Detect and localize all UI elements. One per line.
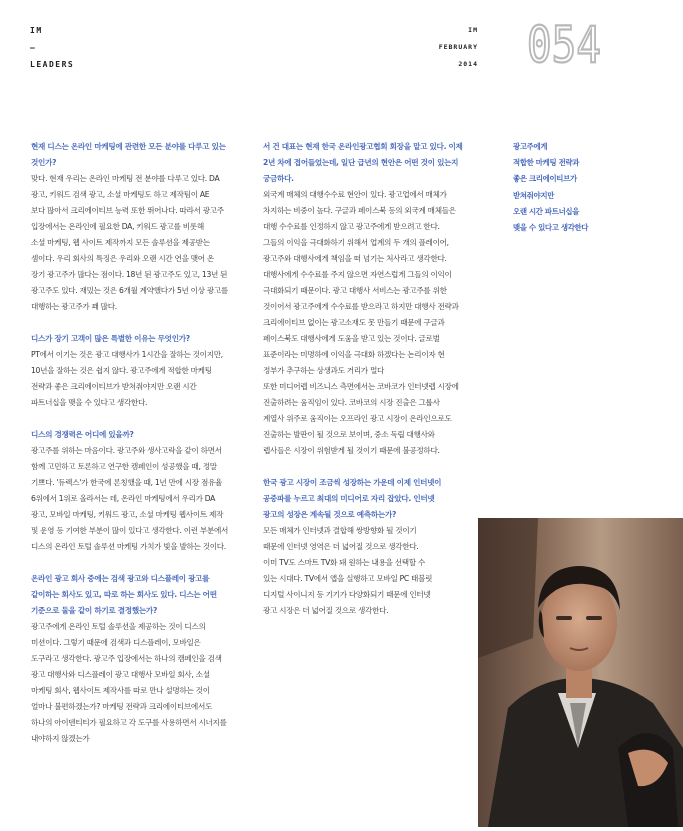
text-line: 광고, 키워드 검색 광고, 소셜 마케팅도 하고 제작팀이 AE — [31, 190, 210, 199]
text-line: 6위에서 1위로 올라서는 데, 온라인 마케팅에서 우리가 DA — [31, 494, 216, 503]
text-line: 하나의 아이덴티티가 필요하고 각 도구를 사용하면서 시너지를 — [31, 718, 227, 727]
text-line: 페이스북도 대행사에게 도움을 받고 있는 것이다. 글로벌 — [263, 334, 440, 343]
text-line: 외국계 매체의 대행수수료 현안이 있다. 광고업에서 매체가 — [263, 190, 447, 199]
issue-year: 2014 — [458, 60, 478, 68]
page-number-text: 054 — [527, 16, 601, 74]
interview-question — [263, 139, 483, 187]
text-line: 파트너십을 맺을 수 있다고 생각한다. — [31, 398, 148, 407]
text-line: 도구라고 생각한다. 광고주 입장에서는 하나의 캠페인을 검색 — [31, 654, 222, 663]
text-line: 10년을 잘하는 것은 쉽지 않다. 광고주에게 적합한 마케팅 — [31, 366, 212, 375]
section-name: LEADERS — [30, 60, 75, 69]
text-line: 같이하는 회사도 있고, 따로 하는 회사도 있다. 디스는 어떤 — [31, 590, 217, 599]
text-line: 장기 광고주가 많다는 점이다. 18년 된 광고주도 있고, 13년 된 — [31, 270, 228, 279]
text-line: 전략과 좋은 크리에이티브가 받쳐줘야지만 오랜 시간 — [31, 382, 197, 391]
text-line: 대행하는 광고주가 꽤 많다. — [31, 302, 117, 311]
interview-question — [263, 475, 483, 523]
text-line: 차지하는 비중이 높다. 구글과 페이스북 등의 외국계 매체들은 — [263, 206, 456, 215]
pull-quote-line: 맺을 수 있다고 생각한다 — [513, 223, 589, 233]
text-line: 광고의 성장은 계속될 것으로 예측하는가? — [263, 510, 397, 519]
issue-magazine: IM — [468, 26, 478, 34]
text-line: 광고주와 대행사에게 책임을 떠 넘기는 처사라고 생각한다. — [263, 254, 447, 263]
page-number — [527, 16, 603, 74]
text-line: 대행 수수료를 인정하지 않고 광고주에게 받으려고 한다. — [263, 222, 440, 231]
text-line: 2년 차에 접어들었는데, 일단 급년의 현안은 어떤 것이 있는지 — [263, 158, 459, 167]
issue-month: FEBRUARY — [438, 43, 478, 51]
text-line: 때문에 인터넷 영역은 더 넓어질 것으로 생각한다. — [263, 542, 419, 551]
text-line: 광고주도 있다. 재밌는 것은 6개월 계약했다가 5년 이상 광고를 — [31, 286, 228, 295]
text-line: 것인가? — [31, 158, 57, 167]
paragraph-gap — [31, 411, 253, 427]
text-line: 디스의 온라인 토털 솔루션 마케팅 가치가 빛을 발하는 것이다. — [31, 542, 226, 551]
text-line: 이미 TV도 스마트 TV화 돼 원하는 내용을 선택할 수 — [263, 558, 426, 567]
text-line: 입장에서는 온라인에 필요한 DA, 키워드 광고를 비롯해 — [31, 222, 204, 231]
text-line: 진출하려는 움직임이 있다. 코바코의 시장 진출은 그룹사 — [263, 398, 440, 407]
interview-answer — [263, 523, 483, 619]
text-line: 진출하는 발판이 될 것으로 보이며, 중소 독립 대행사와 — [263, 430, 435, 439]
article-column-2 — [263, 139, 483, 619]
text-line: 광고 시장은 더 넓어질 것으로 생각한다. — [263, 606, 389, 615]
page-number-graphic — [527, 16, 603, 74]
text-line: 광고주에게 온라인 토털 솔루션을 제공하는 것이 디스의 — [31, 622, 206, 631]
text-line: 정부가 추구하는 상생과도 거리가 멀다 — [263, 366, 385, 375]
text-line: 보다 많아서 크리에이티브 능력 또한 뛰어나다. 따라서 광고주 — [31, 206, 224, 215]
paragraph-gap — [263, 459, 483, 475]
text-line: 그들의 이익을 극대화하기 위해서 업계의 두 개의 플레이어, — [263, 238, 449, 247]
pull-quote-line: 광고주에게 — [513, 142, 548, 151]
text-line: 디스가 장기 고객이 많은 특별한 이유는 무엇인가? — [31, 334, 190, 343]
issue-info — [430, 22, 478, 73]
text-line: 광고주를 위하는 마음이다. 광고주와 생사고락을 같이 하면서 — [31, 446, 222, 455]
pull-quote — [513, 139, 633, 236]
text-line: 현재 디스는 온라인 마케팅에 관련한 모든 분야를 다루고 있는 — [31, 142, 226, 151]
text-line: 마케팅 회사, 웹사이트 제작사를 따로 만나 설명하는 것이 — [31, 686, 210, 695]
pull-quote-line: 오랜 시간 파트너십을 — [513, 206, 580, 216]
interview-answer — [31, 619, 253, 747]
text-line: 한국 광고 시장이 조금씩 성장하는 가운데 이제 인터넷이 — [263, 478, 442, 487]
text-line: 셈이다. 우리 회사의 특징은 우리와 오랜 시간 연을 맺어 온 — [31, 254, 214, 263]
text-line: 또한 미디어렙 비즈니스 측면에서는 코바코가 인터넷렙 시장에 — [263, 382, 459, 391]
text-line: 기쁘다. '듀렉스'가 한국에 론칭했을 때, 1년 만에 시장 점유율 — [31, 478, 223, 487]
masthead-dash: – — [30, 43, 37, 52]
text-line: 표준이라는 미명하에 이익을 극대화 하겠다는 논리이자 현 — [263, 350, 445, 359]
pull-quote-line: 받쳐줘야지만 — [513, 190, 555, 200]
interview-question — [31, 331, 253, 347]
pull-quote-line: 적합한 마케팅 전략과 — [513, 158, 580, 168]
masthead — [30, 22, 74, 73]
interview-answer — [263, 187, 483, 459]
text-line: 렙사들은 시장이 위험받게 될 것이기 때문에 불공정하다. — [263, 446, 440, 455]
text-line: 있는 시대다. TV에서 앱을 실행하고 모바일 PC 태블릿 — [263, 574, 433, 583]
text-line: 극대화되기 때문이다. 광고 대행사 서비스는 광고주를 위한 — [263, 286, 447, 295]
interview-question — [31, 139, 253, 171]
interview-answer — [31, 171, 253, 315]
magazine-name: IM — [30, 26, 43, 35]
text-line: 궁금하다. — [263, 174, 294, 183]
article-column-1 — [31, 139, 253, 747]
interview-question — [31, 571, 253, 619]
text-line: 계열사 위주로 움직이는 오프라인 광고 시장이 온라인으로도 — [263, 414, 452, 423]
interview-answer — [31, 347, 253, 411]
interviewee-photo — [478, 518, 683, 827]
portrait-image — [478, 518, 683, 827]
text-line: 함께 고민하고 토론하고 연구한 캠페인이 성공했을 때, 정말 — [31, 462, 217, 471]
text-line: 온라인 광고 회사 중에는 검색 광고와 디스플레이 광고를 — [31, 574, 210, 583]
text-line: 얼마나 불편하겠는가? 마케팅 전략과 크리에이티브에서도 — [31, 702, 213, 711]
text-line: 대행사에게 수수료를 주지 않으면 자연스럽게 그들의 이익이 — [263, 270, 452, 279]
text-line: 기준으로 둘을 같이 하기로 결정했는가? — [31, 606, 158, 615]
text-line: 디지털 사이니지 등 기기가 다양화되기 때문에 인터넷 — [263, 590, 431, 599]
paragraph-gap — [31, 555, 253, 571]
text-line: 것이어서 광고주에게 수수료를 받으라고 하지만 대행사 전략과 — [263, 302, 459, 311]
text-line: 공중파를 누르고 최대의 미디어로 자리 잡았다. 인터넷 — [263, 494, 435, 503]
text-line: 광고 대행사와 디스플레이 광고 대행사 모바일 회사, 소셜 — [31, 670, 210, 679]
text-line: PT에서 이기는 것은 광고 대행사가 1시간을 잘하는 것이지만, — [31, 350, 223, 359]
interview-answer — [31, 443, 253, 555]
text-line: 및 운영 등 기여한 부분이 많이 있다고 생각한다. 이런 부분에서 — [31, 526, 229, 535]
text-line: 맞다. 현재 우리는 온라인 마케팅 전 분야를 다루고 있다. DA — [31, 174, 220, 183]
pull-quote-line: 좋은 크리에이티브가 — [513, 174, 577, 184]
text-line: 내야하지 않겠는가 — [31, 734, 90, 743]
text-line: 디스의 경쟁력은 어디에 있을까? — [31, 430, 134, 439]
text-line: 모든 매체가 인터넷과 결합해 쌍방향화 될 것이기 — [263, 526, 417, 535]
text-line: 미션이다. 그렇기 때문에 검색과 디스플레이, 모바일은 — [31, 638, 201, 647]
text-line: 광고, 모바일 마케팅, 키워드 광고, 소셜 마케팅 웹사이트 제작 — [31, 510, 224, 519]
text-line: 크리에이티브 없이는 광고소재도 못 만들기 때문에 구글과 — [263, 318, 445, 327]
text-line: 소셜 마케팅, 웹 사이트 제작까지 모든 솔루션을 제공받는 — [31, 238, 210, 247]
interview-question — [31, 427, 253, 443]
text-line: 서 건 대표는 현재 한국 온라인광고협회 회장을 맡고 있다. 이제 — [263, 142, 463, 151]
paragraph-gap — [31, 315, 253, 331]
